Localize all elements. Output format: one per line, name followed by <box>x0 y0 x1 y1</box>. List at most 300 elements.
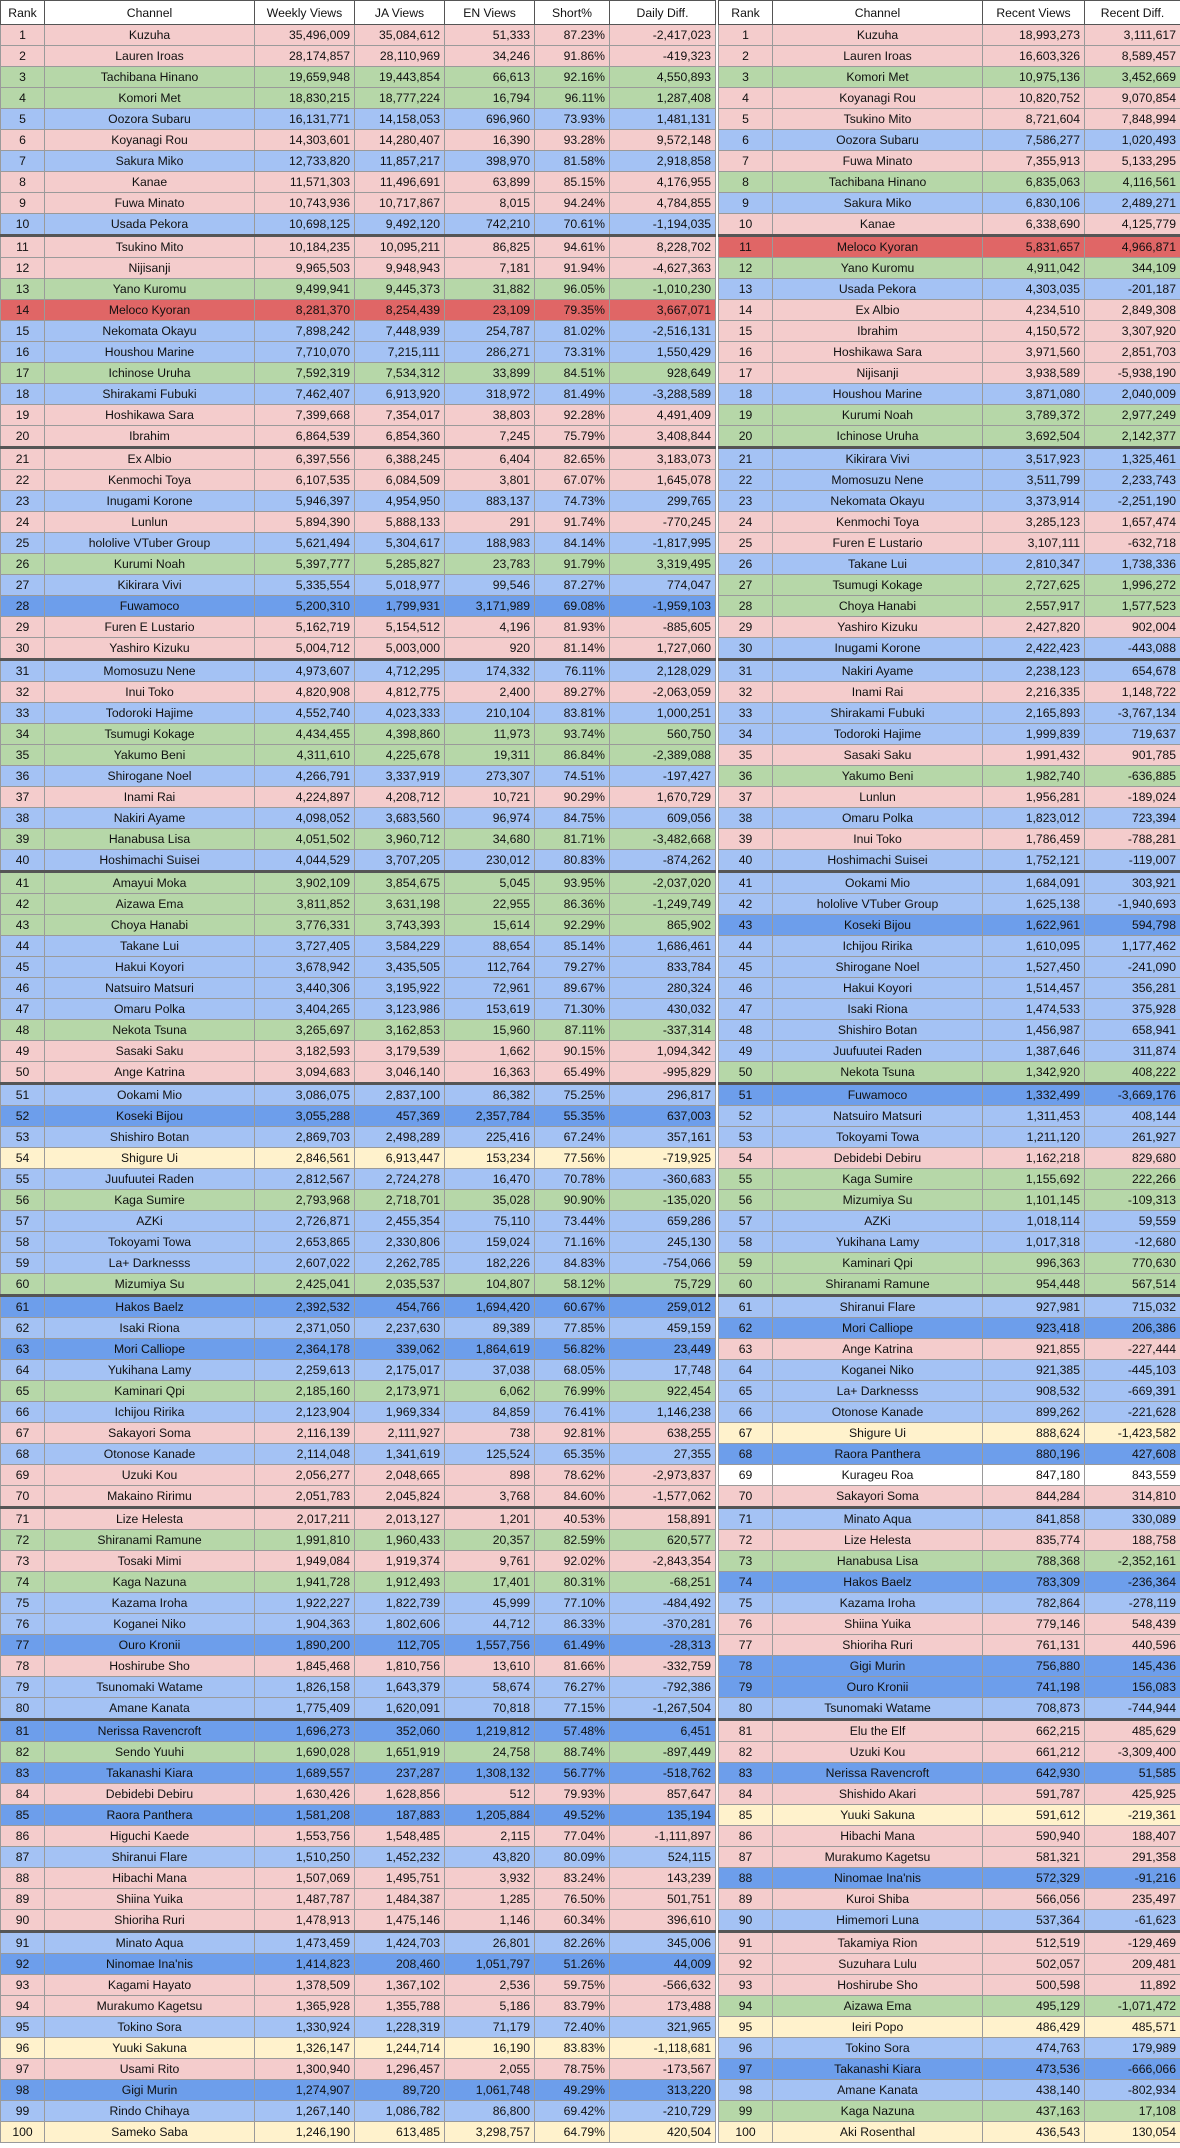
rank-cell[interactable]: 15 <box>1 321 45 342</box>
short-percent-cell[interactable]: 72.40% <box>535 2017 610 2038</box>
en-views-cell[interactable]: 45,999 <box>445 1593 535 1614</box>
short-percent-cell[interactable]: 92.29% <box>535 915 610 936</box>
channel-cell[interactable]: Mori Calliope <box>45 1339 255 1360</box>
en-views-cell[interactable]: 5,045 <box>445 872 535 894</box>
channel-cell[interactable]: Hanabusa Lisa <box>773 1551 983 1572</box>
en-views-cell[interactable]: 17,401 <box>445 1572 535 1593</box>
channel-cell[interactable]: Tachibana Hinano <box>773 172 983 193</box>
channel-cell[interactable]: Hoshikawa Sara <box>45 405 255 426</box>
channel-cell[interactable]: Tsukino Mito <box>773 109 983 130</box>
short-percent-cell[interactable]: 81.14% <box>535 638 610 660</box>
recent-views-cell[interactable]: 1,625,138 <box>983 894 1085 915</box>
channel-cell[interactable]: Ninomae Ina'nis <box>45 1954 255 1975</box>
short-percent-cell[interactable]: 49.52% <box>535 1805 610 1826</box>
rank-cell[interactable]: 49 <box>1 1041 45 1062</box>
rank-cell[interactable]: 78 <box>1 1656 45 1677</box>
daily-diff-cell[interactable]: -484,492 <box>610 1593 716 1614</box>
en-views-cell[interactable]: 1,061,748 <box>445 2080 535 2101</box>
channel-cell[interactable]: Mizumiya Su <box>773 1190 983 1211</box>
ja-views-cell[interactable]: 4,208,712 <box>355 787 445 808</box>
channel-cell[interactable]: Lauren Iroas <box>773 46 983 67</box>
header-channel[interactable]: Channel <box>773 1 983 25</box>
short-percent-cell[interactable]: 75.79% <box>535 426 610 448</box>
ja-views-cell[interactable]: 2,330,806 <box>355 1232 445 1253</box>
channel-cell[interactable]: Raora Panthera <box>773 1444 983 1465</box>
recent-views-cell[interactable]: 3,692,504 <box>983 426 1085 448</box>
channel-cell[interactable]: Debidebi Debiru <box>45 1784 255 1805</box>
rank-cell[interactable]: 7 <box>1 151 45 172</box>
en-views-cell[interactable]: 3,801 <box>445 470 535 491</box>
en-views-cell[interactable]: 1,557,756 <box>445 1635 535 1656</box>
channel-cell[interactable]: Kurumi Noah <box>773 405 983 426</box>
daily-diff-cell[interactable]: 1,481,131 <box>610 109 716 130</box>
recent-views-cell[interactable]: 1,311,453 <box>983 1106 1085 1127</box>
rank-cell[interactable]: 98 <box>1 2080 45 2101</box>
ja-views-cell[interactable]: 3,179,539 <box>355 1041 445 1062</box>
short-percent-cell[interactable]: 91.86% <box>535 46 610 67</box>
rank-cell[interactable]: 35 <box>1 745 45 766</box>
en-views-cell[interactable]: 273,307 <box>445 766 535 787</box>
rank-cell[interactable]: 58 <box>1 1232 45 1253</box>
daily-diff-cell[interactable]: -419,323 <box>610 46 716 67</box>
rank-cell[interactable]: 41 <box>719 872 773 894</box>
recent-diff-cell[interactable]: 356,281 <box>1085 978 1180 999</box>
ja-views-cell[interactable]: 2,262,785 <box>355 1253 445 1274</box>
rank-cell[interactable]: 7 <box>719 151 773 172</box>
recent-views-cell[interactable]: 7,586,277 <box>983 130 1085 151</box>
channel-cell[interactable]: Kurumi Noah <box>45 554 255 575</box>
daily-diff-cell[interactable]: 1,287,408 <box>610 88 716 109</box>
ja-views-cell[interactable]: 1,484,387 <box>355 1889 445 1910</box>
rank-cell[interactable]: 25 <box>1 533 45 554</box>
recent-views-cell[interactable]: 2,422,423 <box>983 638 1085 660</box>
en-views-cell[interactable]: 2,357,784 <box>445 1106 535 1127</box>
short-percent-cell[interactable]: 71.16% <box>535 1232 610 1253</box>
short-percent-cell[interactable]: 90.15% <box>535 1041 610 1062</box>
short-percent-cell[interactable]: 94.61% <box>535 236 610 258</box>
weekly-views-cell[interactable]: 12,733,820 <box>255 151 355 172</box>
channel-cell[interactable]: hololive VTuber Group <box>773 894 983 915</box>
weekly-views-cell[interactable]: 4,044,529 <box>255 850 355 872</box>
short-percent-cell[interactable]: 58.12% <box>535 1274 610 1296</box>
recent-views-cell[interactable]: 1,991,432 <box>983 745 1085 766</box>
rank-cell[interactable]: 52 <box>1 1106 45 1127</box>
rank-cell[interactable]: 20 <box>1 426 45 448</box>
recent-views-cell[interactable]: 486,429 <box>983 2017 1085 2038</box>
recent-views-cell[interactable]: 954,448 <box>983 1274 1085 1296</box>
short-percent-cell[interactable]: 74.51% <box>535 766 610 787</box>
weekly-views-cell[interactable]: 2,793,968 <box>255 1190 355 1211</box>
channel-cell[interactable]: Juufuutei Raden <box>45 1169 255 1190</box>
daily-diff-cell[interactable]: 143,239 <box>610 1868 716 1889</box>
rank-cell[interactable]: 90 <box>1 1910 45 1932</box>
rank-cell[interactable]: 89 <box>719 1889 773 1910</box>
ja-views-cell[interactable]: 1,548,485 <box>355 1826 445 1847</box>
daily-diff-cell[interactable]: -566,632 <box>610 1975 716 1996</box>
weekly-views-cell[interactable]: 3,404,265 <box>255 999 355 1020</box>
ja-views-cell[interactable]: 4,954,950 <box>355 491 445 512</box>
recent-diff-cell[interactable]: -12,680 <box>1085 1232 1180 1253</box>
rank-cell[interactable]: 52 <box>719 1106 773 1127</box>
header-short-percent[interactable]: Short% <box>535 1 610 25</box>
recent-views-cell[interactable]: 3,971,560 <box>983 342 1085 363</box>
short-percent-cell[interactable]: 76.41% <box>535 1402 610 1423</box>
recent-diff-cell[interactable]: -189,024 <box>1085 787 1180 808</box>
short-percent-cell[interactable]: 51.26% <box>535 1954 610 1975</box>
rank-cell[interactable]: 72 <box>1 1530 45 1551</box>
channel-cell[interactable]: Uzuki Kou <box>773 1742 983 1763</box>
recent-diff-cell[interactable]: -278,119 <box>1085 1593 1180 1614</box>
ja-views-cell[interactable]: 1,969,334 <box>355 1402 445 1423</box>
recent-diff-cell[interactable]: 902,004 <box>1085 617 1180 638</box>
recent-diff-cell[interactable]: 2,040,009 <box>1085 384 1180 405</box>
recent-views-cell[interactable]: 756,880 <box>983 1656 1085 1677</box>
recent-diff-cell[interactable]: -632,718 <box>1085 533 1180 554</box>
weekly-views-cell[interactable]: 19,659,948 <box>255 67 355 88</box>
channel-cell[interactable]: Higuchi Kaede <box>45 1826 255 1847</box>
recent-diff-cell[interactable]: 2,851,703 <box>1085 342 1180 363</box>
rank-cell[interactable]: 60 <box>1 1274 45 1296</box>
recent-diff-cell[interactable]: 770,630 <box>1085 1253 1180 1274</box>
short-percent-cell[interactable]: 67.24% <box>535 1127 610 1148</box>
rank-cell[interactable]: 91 <box>719 1932 773 1954</box>
short-percent-cell[interactable]: 76.50% <box>535 1889 610 1910</box>
weekly-views-cell[interactable]: 2,846,561 <box>255 1148 355 1169</box>
weekly-views-cell[interactable]: 5,894,390 <box>255 512 355 533</box>
en-views-cell[interactable]: 2,536 <box>445 1975 535 1996</box>
recent-diff-cell[interactable]: 3,452,669 <box>1085 67 1180 88</box>
weekly-views-cell[interactable]: 1,267,140 <box>255 2101 355 2122</box>
channel-cell[interactable]: Shiina Yuika <box>773 1614 983 1635</box>
en-views-cell[interactable]: 75,110 <box>445 1211 535 1232</box>
channel-cell[interactable]: Shiranami Ramune <box>45 1530 255 1551</box>
rank-cell[interactable]: 45 <box>1 957 45 978</box>
recent-views-cell[interactable]: 1,999,839 <box>983 724 1085 745</box>
rank-cell[interactable]: 94 <box>719 1996 773 2017</box>
channel-cell[interactable]: Nakiri Ayame <box>773 660 983 682</box>
en-views-cell[interactable]: 15,960 <box>445 1020 535 1041</box>
short-percent-cell[interactable]: 76.11% <box>535 660 610 682</box>
rank-cell[interactable]: 46 <box>1 978 45 999</box>
channel-cell[interactable]: Kaga Sumire <box>773 1169 983 1190</box>
en-views-cell[interactable]: 1,205,884 <box>445 1805 535 1826</box>
weekly-views-cell[interactable]: 4,434,455 <box>255 724 355 745</box>
en-views-cell[interactable]: 10,721 <box>445 787 535 808</box>
rank-cell[interactable]: 62 <box>719 1318 773 1339</box>
rank-cell[interactable]: 32 <box>1 682 45 703</box>
weekly-views-cell[interactable]: 2,653,865 <box>255 1232 355 1253</box>
daily-diff-cell[interactable]: 4,491,409 <box>610 405 716 426</box>
rank-cell[interactable]: 20 <box>719 426 773 448</box>
short-percent-cell[interactable]: 67.07% <box>535 470 610 491</box>
rank-cell[interactable]: 58 <box>719 1232 773 1253</box>
rank-cell[interactable]: 9 <box>719 193 773 214</box>
rank-cell[interactable]: 49 <box>719 1041 773 1062</box>
daily-diff-cell[interactable]: -360,683 <box>610 1169 716 1190</box>
daily-diff-cell[interactable]: 345,006 <box>610 1932 716 1954</box>
recent-diff-cell[interactable]: -669,391 <box>1085 1381 1180 1402</box>
channel-cell[interactable]: Ichinose Uruha <box>773 426 983 448</box>
en-views-cell[interactable]: 86,800 <box>445 2101 535 2122</box>
channel-cell[interactable]: Tsumugi Kokage <box>773 575 983 596</box>
rank-cell[interactable]: 91 <box>1 1932 45 1954</box>
rank-cell[interactable]: 55 <box>719 1169 773 1190</box>
weekly-views-cell[interactable]: 2,726,871 <box>255 1211 355 1232</box>
en-views-cell[interactable]: 174,332 <box>445 660 535 682</box>
header-recent-diff[interactable]: Recent Diff. <box>1085 1 1180 25</box>
daily-diff-cell[interactable]: -1,194,035 <box>610 214 716 236</box>
ja-views-cell[interactable]: 11,496,691 <box>355 172 445 193</box>
rank-cell[interactable]: 2 <box>1 46 45 67</box>
channel-cell[interactable]: La+ Darknesss <box>773 1381 983 1402</box>
daily-diff-cell[interactable]: -792,386 <box>610 1677 716 1698</box>
ja-views-cell[interactable]: 2,237,630 <box>355 1318 445 1339</box>
rank-cell[interactable]: 55 <box>1 1169 45 1190</box>
channel-cell[interactable]: Sakayori Soma <box>773 1486 983 1508</box>
header-recent-views[interactable]: Recent Views <box>983 1 1085 25</box>
rank-cell[interactable]: 64 <box>719 1360 773 1381</box>
weekly-views-cell[interactable]: 35,496,009 <box>255 25 355 46</box>
daily-diff-cell[interactable]: -1,959,103 <box>610 596 716 617</box>
short-percent-cell[interactable]: 40.53% <box>535 1508 610 1530</box>
rank-cell[interactable]: 59 <box>1 1253 45 1274</box>
rank-cell[interactable]: 87 <box>719 1847 773 1868</box>
short-percent-cell[interactable]: 87.23% <box>535 25 610 46</box>
channel-cell[interactable]: Yakumo Beni <box>773 766 983 787</box>
ja-views-cell[interactable]: 89,720 <box>355 2080 445 2101</box>
channel-cell[interactable]: Gigi Murin <box>45 2080 255 2101</box>
rank-cell[interactable]: 61 <box>1 1296 45 1318</box>
rank-cell[interactable]: 39 <box>719 829 773 850</box>
recent-views-cell[interactable]: 1,684,091 <box>983 872 1085 894</box>
channel-cell[interactable]: Nekota Tsuna <box>773 1062 983 1084</box>
recent-views-cell[interactable]: 8,721,604 <box>983 109 1085 130</box>
ja-views-cell[interactable]: 3,162,853 <box>355 1020 445 1041</box>
recent-diff-cell[interactable]: 1,325,461 <box>1085 448 1180 470</box>
ja-views-cell[interactable]: 19,443,854 <box>355 67 445 88</box>
short-percent-cell[interactable]: 68.05% <box>535 1360 610 1381</box>
channel-cell[interactable]: Shiina Yuika <box>45 1889 255 1910</box>
short-percent-cell[interactable]: 82.26% <box>535 1932 610 1954</box>
ja-views-cell[interactable]: 352,060 <box>355 1720 445 1742</box>
rank-cell[interactable]: 32 <box>719 682 773 703</box>
channel-cell[interactable]: Shioriha Ruri <box>773 1635 983 1656</box>
recent-views-cell[interactable]: 437,163 <box>983 2101 1085 2122</box>
ja-views-cell[interactable]: 6,854,360 <box>355 426 445 448</box>
recent-diff-cell[interactable]: 408,222 <box>1085 1062 1180 1084</box>
recent-views-cell[interactable]: 662,215 <box>983 1720 1085 1742</box>
weekly-views-cell[interactable]: 2,114,048 <box>255 1444 355 1465</box>
channel-cell[interactable]: Nijisanji <box>45 258 255 279</box>
rank-cell[interactable]: 12 <box>1 258 45 279</box>
en-views-cell[interactable]: 742,210 <box>445 214 535 236</box>
ja-views-cell[interactable]: 14,280,407 <box>355 130 445 151</box>
rank-cell[interactable]: 69 <box>719 1465 773 1486</box>
recent-diff-cell[interactable]: -61,623 <box>1085 1910 1180 1932</box>
channel-cell[interactable]: Nerissa Ravencroft <box>45 1720 255 1742</box>
weekly-views-cell[interactable]: 18,830,215 <box>255 88 355 109</box>
recent-views-cell[interactable]: 512,519 <box>983 1932 1085 1954</box>
recent-diff-cell[interactable]: -109,313 <box>1085 1190 1180 1211</box>
recent-diff-cell[interactable]: -666,066 <box>1085 2059 1180 2080</box>
weekly-views-cell[interactable]: 2,425,041 <box>255 1274 355 1296</box>
channel-cell[interactable]: Koseki Bijou <box>773 915 983 936</box>
recent-diff-cell[interactable]: 901,785 <box>1085 745 1180 766</box>
channel-cell[interactable]: Nekota Tsuna <box>45 1020 255 1041</box>
recent-diff-cell[interactable]: 311,874 <box>1085 1041 1180 1062</box>
rank-cell[interactable]: 83 <box>1 1763 45 1784</box>
channel-cell[interactable]: Sakura Miko <box>773 193 983 214</box>
channel-cell[interactable]: Yuuki Sakuna <box>773 1805 983 1826</box>
recent-views-cell[interactable]: 2,727,625 <box>983 575 1085 596</box>
ja-views-cell[interactable]: 1,822,739 <box>355 1593 445 1614</box>
daily-diff-cell[interactable]: 9,572,148 <box>610 130 716 151</box>
channel-cell[interactable]: Otonose Kanade <box>773 1402 983 1423</box>
en-views-cell[interactable]: 210,104 <box>445 703 535 724</box>
recent-views-cell[interactable]: 5,831,657 <box>983 236 1085 258</box>
rank-cell[interactable]: 51 <box>719 1084 773 1106</box>
weekly-views-cell[interactable]: 5,397,777 <box>255 554 355 575</box>
channel-cell[interactable]: Isaki Riona <box>45 1318 255 1339</box>
recent-views-cell[interactable]: 566,056 <box>983 1889 1085 1910</box>
en-views-cell[interactable]: 125,524 <box>445 1444 535 1465</box>
short-percent-cell[interactable]: 84.83% <box>535 1253 610 1274</box>
recent-views-cell[interactable]: 1,474,533 <box>983 999 1085 1020</box>
rank-cell[interactable]: 86 <box>719 1826 773 1847</box>
recent-views-cell[interactable]: 2,810,347 <box>983 554 1085 575</box>
rank-cell[interactable]: 2 <box>719 46 773 67</box>
daily-diff-cell[interactable]: 158,891 <box>610 1508 716 1530</box>
recent-diff-cell[interactable]: 829,680 <box>1085 1148 1180 1169</box>
rank-cell[interactable]: 77 <box>719 1635 773 1656</box>
ja-views-cell[interactable]: 4,712,295 <box>355 660 445 682</box>
short-percent-cell[interactable]: 84.75% <box>535 808 610 829</box>
recent-views-cell[interactable]: 3,373,914 <box>983 491 1085 512</box>
recent-views-cell[interactable]: 1,018,114 <box>983 1211 1085 1232</box>
recent-diff-cell[interactable]: 4,116,561 <box>1085 172 1180 193</box>
recent-views-cell[interactable]: 16,603,326 <box>983 46 1085 67</box>
recent-views-cell[interactable]: 3,285,123 <box>983 512 1085 533</box>
recent-diff-cell[interactable]: 425,925 <box>1085 1784 1180 1805</box>
ja-views-cell[interactable]: 3,195,922 <box>355 978 445 999</box>
daily-diff-cell[interactable]: 1,550,429 <box>610 342 716 363</box>
ja-views-cell[interactable]: 3,046,140 <box>355 1062 445 1084</box>
rank-cell[interactable]: 6 <box>719 130 773 151</box>
ja-views-cell[interactable]: 14,158,053 <box>355 109 445 130</box>
rank-cell[interactable]: 37 <box>1 787 45 808</box>
rank-cell[interactable]: 64 <box>1 1360 45 1381</box>
recent-diff-cell[interactable]: 206,386 <box>1085 1318 1180 1339</box>
channel-cell[interactable]: Oozora Subaru <box>773 130 983 151</box>
channel-cell[interactable]: Inami Rai <box>773 682 983 703</box>
rank-cell[interactable]: 81 <box>719 1720 773 1742</box>
channel-cell[interactable]: Yuuki Sakuna <box>45 2038 255 2059</box>
rank-cell[interactable]: 19 <box>1 405 45 426</box>
rank-cell[interactable]: 31 <box>1 660 45 682</box>
channel-cell[interactable]: Yano Kuromu <box>45 279 255 300</box>
en-views-cell[interactable]: 3,932 <box>445 1868 535 1889</box>
rank-cell[interactable]: 54 <box>1 1148 45 1169</box>
channel-cell[interactable]: Oozora Subaru <box>45 109 255 130</box>
weekly-views-cell[interactable]: 1,581,208 <box>255 1805 355 1826</box>
rank-cell[interactable]: 22 <box>1 470 45 491</box>
daily-diff-cell[interactable]: 560,750 <box>610 724 716 745</box>
channel-cell[interactable]: Aizawa Ema <box>45 894 255 915</box>
rank-cell[interactable]: 17 <box>1 363 45 384</box>
channel-cell[interactable]: Kanae <box>45 172 255 193</box>
en-views-cell[interactable]: 16,363 <box>445 1062 535 1084</box>
recent-diff-cell[interactable]: 130,054 <box>1085 2122 1180 2143</box>
recent-views-cell[interactable]: 1,956,281 <box>983 787 1085 808</box>
en-views-cell[interactable]: 182,226 <box>445 1253 535 1274</box>
weekly-views-cell[interactable]: 1,553,756 <box>255 1826 355 1847</box>
recent-views-cell[interactable]: 927,981 <box>983 1296 1085 1318</box>
short-percent-cell[interactable]: 81.02% <box>535 321 610 342</box>
weekly-views-cell[interactable]: 3,902,109 <box>255 872 355 894</box>
channel-cell[interactable]: Furen E Lustario <box>45 617 255 638</box>
daily-diff-cell[interactable]: -2,843,354 <box>610 1551 716 1572</box>
recent-views-cell[interactable]: 841,858 <box>983 1508 1085 1530</box>
short-percent-cell[interactable]: 64.79% <box>535 2122 610 2143</box>
recent-views-cell[interactable]: 4,911,042 <box>983 258 1085 279</box>
channel-cell[interactable]: Sakura Miko <box>45 151 255 172</box>
channel-cell[interactable]: Ouro Kronii <box>773 1677 983 1698</box>
recent-views-cell[interactable]: 590,940 <box>983 1826 1085 1847</box>
daily-diff-cell[interactable]: -1,817,995 <box>610 533 716 554</box>
ja-views-cell[interactable]: 9,948,943 <box>355 258 445 279</box>
rank-cell[interactable]: 43 <box>1 915 45 936</box>
weekly-views-cell[interactable]: 3,086,075 <box>255 1084 355 1106</box>
channel-cell[interactable]: Lize Helesta <box>773 1530 983 1551</box>
recent-diff-cell[interactable]: 1,177,462 <box>1085 936 1180 957</box>
channel-cell[interactable]: Shiranami Ramune <box>773 1274 983 1296</box>
recent-views-cell[interactable]: 2,427,820 <box>983 617 1085 638</box>
weekly-views-cell[interactable]: 1,478,913 <box>255 1910 355 1932</box>
daily-diff-cell[interactable]: -518,762 <box>610 1763 716 1784</box>
weekly-views-cell[interactable]: 1,326,147 <box>255 2038 355 2059</box>
channel-cell[interactable]: Usada Pekora <box>45 214 255 236</box>
rank-cell[interactable]: 100 <box>719 2122 773 2143</box>
channel-cell[interactable]: Uzuki Kou <box>45 1465 255 1486</box>
recent-diff-cell[interactable]: 2,849,308 <box>1085 300 1180 321</box>
daily-diff-cell[interactable]: -173,567 <box>610 2059 716 2080</box>
short-percent-cell[interactable]: 76.99% <box>535 1381 610 1402</box>
short-percent-cell[interactable]: 91.94% <box>535 258 610 279</box>
rank-cell[interactable]: 83 <box>719 1763 773 1784</box>
rank-cell[interactable]: 75 <box>1 1593 45 1614</box>
ja-views-cell[interactable]: 1,620,091 <box>355 1698 445 1720</box>
en-views-cell[interactable]: 23,783 <box>445 554 535 575</box>
channel-cell[interactable]: Ange Katrina <box>45 1062 255 1084</box>
channel-cell[interactable]: Houshou Marine <box>773 384 983 405</box>
channel-cell[interactable]: Aizawa Ema <box>773 1996 983 2017</box>
channel-cell[interactable]: Shioriha Ruri <box>45 1910 255 1932</box>
daily-diff-cell[interactable]: 357,161 <box>610 1127 716 1148</box>
recent-diff-cell[interactable]: -636,885 <box>1085 766 1180 787</box>
weekly-views-cell[interactable]: 4,051,502 <box>255 829 355 850</box>
daily-diff-cell[interactable]: 420,504 <box>610 2122 716 2143</box>
channel-cell[interactable]: Yukihana Lamy <box>773 1232 983 1253</box>
channel-cell[interactable]: Furen E Lustario <box>773 533 983 554</box>
ja-views-cell[interactable]: 3,960,712 <box>355 829 445 850</box>
recent-views-cell[interactable]: 537,364 <box>983 1910 1085 1932</box>
short-percent-cell[interactable]: 84.51% <box>535 363 610 384</box>
en-views-cell[interactable]: 20,357 <box>445 1530 535 1551</box>
rank-cell[interactable]: 22 <box>719 470 773 491</box>
recent-diff-cell[interactable]: -2,251,190 <box>1085 491 1180 512</box>
recent-diff-cell[interactable]: -119,007 <box>1085 850 1180 872</box>
rank-cell[interactable]: 56 <box>1 1190 45 1211</box>
